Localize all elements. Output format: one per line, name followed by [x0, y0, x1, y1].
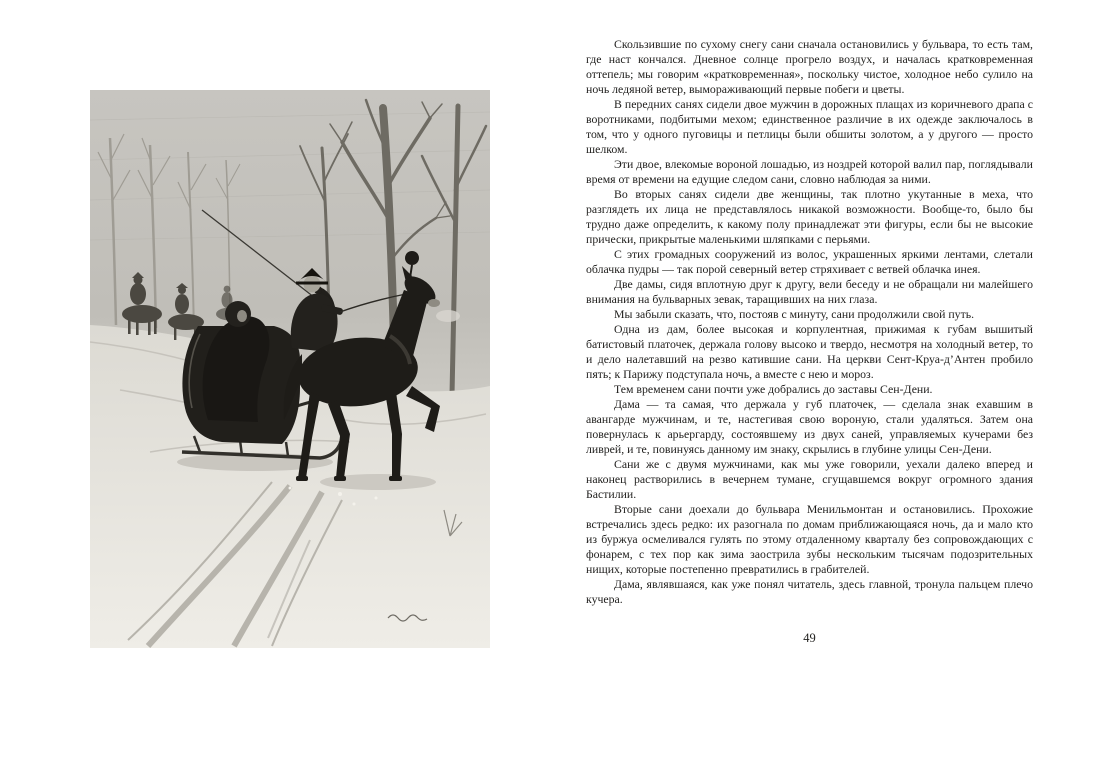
paragraph: Эти двое, влекомые вороной лошадью, из ноздрей которой валил пар, поглядывали время от времени на едущие следом сани, словно наблюдая за ними. [586, 157, 1033, 186]
paragraph: Сани же с двумя мужчинами, как мы уже говорили, уехали далеко вперед и наконец растворились в вечернем тумане, сгущавшемся вокруг огромного здания Бастилии. [586, 457, 1033, 501]
paragraph: Во вторых санях сидели две женщины, так плотно укутанные в меха, что разглядеть их лица не представлялось никакой возможности. Вообще-то, было бы трудно даже определить, к какому полу принадлежат эти фигуры, если бы не высокие прически, прикрытые маленькими шляпками с перьями. [586, 187, 1033, 246]
text-column [586, 37, 1033, 646]
paragraph: Дама, являвшаяся, как уже понял читатель, здесь главной, тронула пальцем плечо кучера. [586, 577, 1033, 606]
paragraph: Скользившие по сухому снегу сани сначала остановились у бульвара, то есть там, где наст кончался. Дневное солнце прогрело воздух, и началась кратковременная оттепель; мы говорим «кратковременная», поскольку чистое, холодное небо сулило на ночь ледяной ветер, вымораживающий первые побеги и цветы. [586, 37, 1033, 96]
illustration-svg [90, 90, 490, 648]
paragraph: Дама — та самая, что держала у губ платочек, — сделала знак ехавшим в авангарде мужчинам, и те, настегивая свою вороную, стали удаляться. Затем она повернулась к арьергарду, состоявшему из двух саней, управляемых кучерами без ливрей, и те, повинуясь данному им знаку, скрылись в глубине улицы Сен-Дени. [586, 397, 1033, 456]
paragraph: Тем временем сани почти уже добрались до заставы Сен-Дени. [614, 382, 933, 396]
paragraph: В передних санях сидели двое мужчин в дорожных плащах из коричневого драпа с воротниками, подбитыми мехом; единственное различие в их одежде заключалось в том, что у одного пуговицы и петлицы были обшиты золотом, а у другого — просто шелком. [586, 97, 1033, 156]
paragraph: С этих громадных сооружений из волос, украшенных яркими лентами, слетали облачка пудры — так порой северный ветер стряхивает с ветвей облачка инея. [586, 247, 1033, 276]
paragraph: Две дамы, сидя вплотную друг к другу, вели беседу и не обращали ни малейшего внимания на бульварных зевак, таращивших на них глаза. [586, 277, 1033, 306]
book-illustration [90, 90, 490, 648]
paragraph: Одна из дам, более высокая и корпулентная, прижимая к губам вышитый батистовый платочек, держала голову высоко и твердо, несмотря на холодный ветер, то и дело налетавший на резво катившие сани. На церкви Сент-Круа-д’Антен пробило пять; к Парижу подступала ночь, а вместе с нею и мороз. [586, 322, 1033, 381]
paragraph: Мы забыли сказать, что, постояв с минуту, сани продолжили свой путь. [614, 307, 975, 321]
page-number: 49 [803, 631, 816, 645]
paragraph: Вторые сани доехали до бульвара Менильмонтан и остановились. Прохожие встречались здесь редко: их разогнала по домам приближающаяся ночь, да и мало кто из буржуа осмеливался гулять по этому отдаленному кварталу без сопровождающих с фонарем, с тех пор как зима заострила зубы нескольким тысячам подозрительных нищих, которые постепенно превратились в грабителей. [586, 502, 1033, 576]
paragraphs [586, 37, 1033, 607]
